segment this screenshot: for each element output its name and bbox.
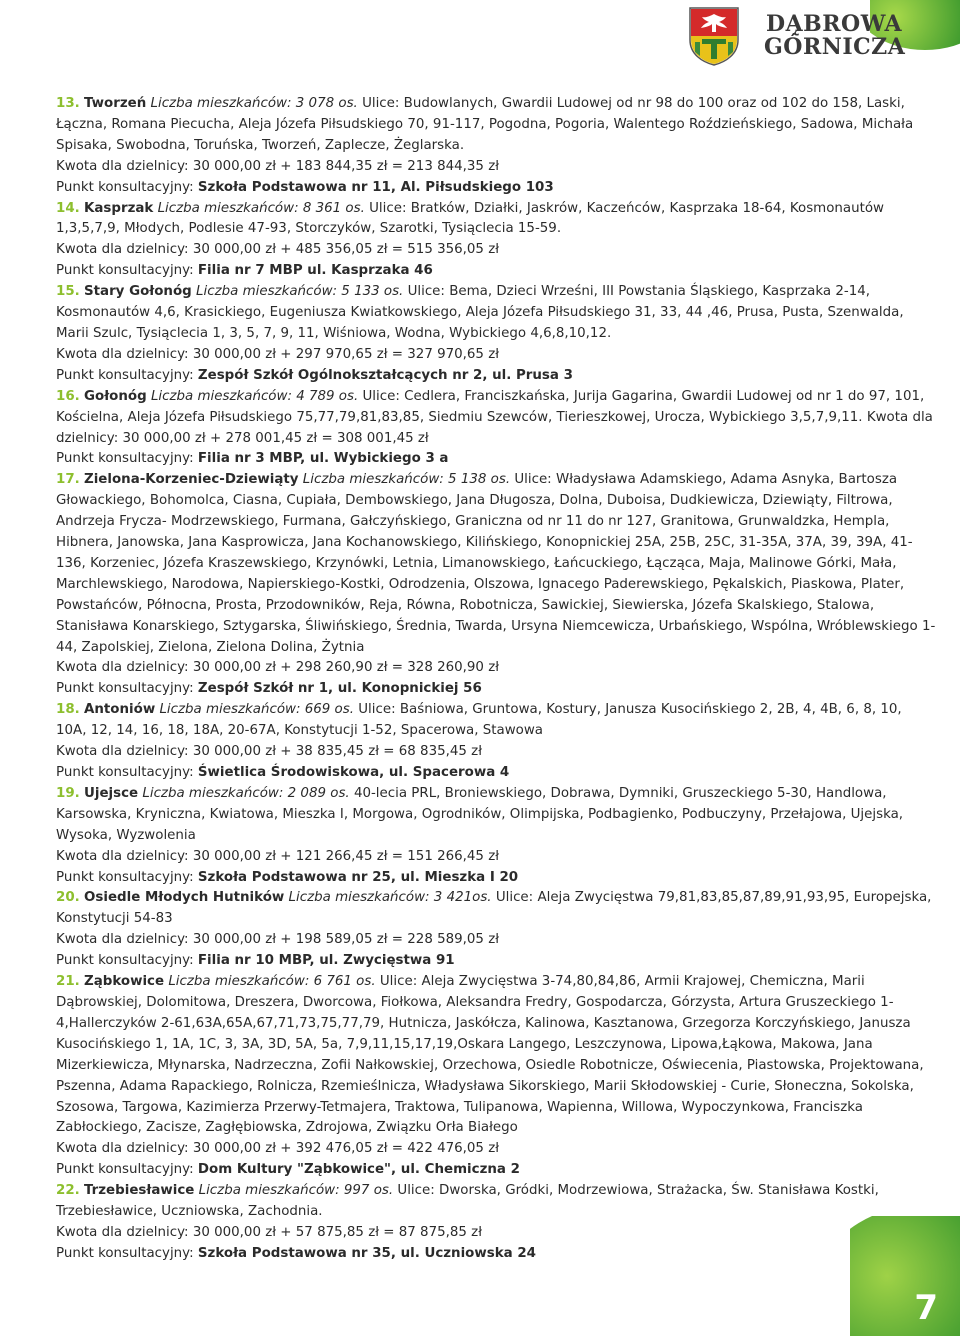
district-amount: Kwota dla dzielnicy: 30 000,00 zł + 485 356,05 zł = 515 356,05 zł bbox=[56, 242, 500, 258]
district-18 bbox=[56, 700, 936, 784]
district-amount: Kwota dla dzielnicy: 30 000,00 zł + 278 001,45 zł = 308 001,45 zł bbox=[56, 409, 933, 446]
consultation-point bbox=[56, 366, 936, 387]
district-heading bbox=[56, 387, 936, 450]
district-number: 19. bbox=[56, 785, 80, 801]
district-amount: Kwota dla dzielnicy: 30 000,00 zł + 297 970,65 zł = 327 970,65 zł bbox=[56, 346, 500, 362]
consultation-point bbox=[56, 178, 936, 199]
district-amount: Kwota dla dzielnicy: 30 000,00 zł + 198 589,05 zł = 228 589,05 zł bbox=[56, 932, 500, 948]
district-amount: Kwota dla dzielnicy: 30 000,00 zł + 392 476,05 zł = 422 476,05 zł bbox=[56, 1141, 500, 1157]
district-population: Liczba mieszkańców: 5 138 os. bbox=[302, 472, 511, 488]
district-name: Osiedle Młodych Hutników bbox=[84, 890, 285, 906]
district-16 bbox=[56, 387, 936, 471]
district-population: Liczba mieszkańców: 8 361 os. bbox=[157, 200, 365, 216]
district-name: Antoniów bbox=[84, 702, 156, 718]
district-number: 15. bbox=[56, 284, 80, 300]
district-amount: Kwota dla dzielnicy: 30 000,00 zł + 57 875,85 zł = 87 875,85 zł bbox=[56, 1224, 483, 1240]
district-population: Liczba mieszkańców: 997 os. bbox=[198, 1183, 394, 1199]
district-21 bbox=[56, 972, 936, 1181]
district-number: 22. bbox=[56, 1183, 80, 1199]
consultation-point-label: Punkt konsultacyjny: bbox=[56, 451, 194, 467]
district-streets: Ulice: Bema, Dzieci Wrześni, III Powstania Śląskiego, Kasprzaka 2-14, Kosmonautów 4,6, Krasickiego, Eugeniusza Kwiatkowskiego, Aleja Józefa Piłsudskiego 31, 33, 44 ,46, Prusa, Pusta, Szenwalda, Marii Szulc, Tysiąclecia 1, 3, 5, 7, 9, 11, Wiśniowa, Wodna, Wybickiego 4,6,8,10,12. bbox=[56, 284, 904, 341]
district-heading bbox=[56, 282, 936, 345]
city-name-line2: GÓRNICZA bbox=[764, 34, 906, 60]
district-streets: Ulice: Władysława Adamskiego, Adama Asnyka, Bartosza Głowackiego, Bohomolca, Ciasna, Cupiała, Dembowskiego, Jana Długosza, Dolna, Duboisa, Dudkiewicza, Dziewiąty, Filtrowa, Andrzeja Frycza- Modrzewskiego, Furmana, Gałczyńskiego, Graniczna od nr 11 do nr 127, Granitowa, Grunwaldzka, Hempla, Hibnera, Janowska, Jana Kasprowicza, Jana Kochanowskiego, Kilińskiego, Konopnickiej 25A, 25B, 25C, 31-35A, 37A, 39, 39A, 41-136, Korzeniec, Józefa Kraszewskiego, Krzynówki, Letnia, Limanowskiego, Łańcuckiego, Łącząca, Maja, Malinowe Górki, Mała, Marchlewskiego, Narodowa, Napierskiego-Kostki, Odrodzenia, Olszowa, Ignacego Paderewskiego, Pękalskich, Piaskowa, Plater, Powstańców, Północna, Prosta, Przodowników, Reja, Równa, Robotnicza, Sawickiej, Siewierska, Józefa Skalskiego, Stalowa, Stanisława Konarskiego, Sztygarska, Śliwińskiego, Średnia, Twarda, Ursyna Niemcewicza, Urbańskiego, Wspólna, Wróblewskiego 1-44, Zapolskiej, Zielona, Zielona Dolina, Żytnia bbox=[56, 472, 936, 655]
district-amount: Kwota dla dzielnicy: 30 000,00 zł + 298 260,90 zł = 328 260,90 zł bbox=[56, 660, 500, 676]
district-population: Liczba mieszkańców: 2 089 os. bbox=[142, 785, 350, 801]
district-population: Liczba mieszkańców: 3 421os. bbox=[288, 890, 492, 906]
consultation-point bbox=[56, 679, 936, 700]
district-number: 17. bbox=[56, 472, 80, 488]
district-14 bbox=[56, 199, 936, 283]
consultation-point-value: Filia nr 7 MBP ul. Kasprzaka 46 bbox=[197, 263, 433, 279]
district-15 bbox=[56, 282, 936, 387]
consultation-point-value: Szkoła Podstawowa nr 35, ul. Uczniowska 24 bbox=[197, 1245, 536, 1261]
district-amount: Kwota dla dzielnicy: 30 000,00 zł + 183 844,35 zł = 213 844,35 zł bbox=[56, 158, 500, 174]
district-population: Liczba mieszkańców: 6 761 os. bbox=[168, 974, 376, 990]
consultation-point-value: Dom Kultury "Ząbkowice", ul. Chemiczna 2 bbox=[197, 1162, 520, 1178]
district-name: Gołonóg bbox=[84, 388, 147, 404]
consultation-point-value: Zespół Szkół nr 1, ul. Konopnickiej 56 bbox=[197, 681, 482, 697]
district-22 bbox=[56, 1181, 936, 1265]
district-17 bbox=[56, 470, 936, 700]
city-crest-icon bbox=[688, 6, 740, 66]
consultation-point-value: Filia nr 3 MBP, ul. Wybickiego 3 a bbox=[197, 451, 449, 467]
consultation-point-label: Punkt konsultacyjny: bbox=[56, 765, 194, 780]
consultation-point-value: Szkoła Podstawowa nr 25, ul. Mieszka I 20 bbox=[197, 869, 519, 885]
consultation-point-label: Punkt konsultacyjny: bbox=[56, 869, 194, 885]
consultation-point-label: Punkt konsultacyjny: bbox=[56, 681, 194, 697]
consultation-point-label: Punkt konsultacyjny: bbox=[56, 1245, 194, 1261]
district-13 bbox=[56, 94, 936, 199]
district-population: Liczba mieszkańców: 3 078 os. bbox=[150, 96, 358, 111]
district-name: Zielona-Korzeniec-Dziewiąty bbox=[84, 472, 299, 488]
district-heading bbox=[56, 94, 936, 157]
consultation-point bbox=[56, 1160, 936, 1181]
consultation-point bbox=[56, 868, 936, 889]
district-number: 16. bbox=[56, 388, 80, 404]
district-list bbox=[56, 94, 936, 1265]
district-heading bbox=[56, 700, 936, 742]
district-heading bbox=[56, 199, 936, 241]
district-name: Kasprzak bbox=[84, 200, 154, 216]
consultation-point-value: Świetlica Środowiskowa, ul. Spacerowa 4 bbox=[197, 765, 510, 780]
district-name: Stary Gołonóg bbox=[84, 284, 192, 300]
consultation-point-value: Filia nr 10 MBP, ul. Zwycięstwa 91 bbox=[197, 953, 455, 969]
district-population: Liczba mieszkańców: 669 os. bbox=[159, 702, 354, 718]
consultation-point bbox=[56, 763, 936, 784]
consultation-point bbox=[56, 1244, 936, 1265]
corner-decoration-bottom bbox=[850, 1216, 960, 1336]
district-streets: Ulice: Budowlanych, Gwardii Ludowej od nr 98 do 100 oraz od 102 do 158, Laski, Łączna, Romana Piecucha, Aleja Józefa Piłsudskiego 70, 91-117, Pogodna, Pogoria, Walentego Roździeńskiego, Sadowa, Michała Spisaka, Swobodna, Toruńska, Tworzeń, Zaplecze, Żeglarska. bbox=[56, 96, 914, 153]
district-name: Tworzeń bbox=[84, 96, 147, 111]
district-heading bbox=[56, 888, 936, 930]
district-amount: Kwota dla dzielnicy: 30 000,00 zł + 121 266,45 zł = 151 266,45 zł bbox=[56, 848, 500, 864]
district-number: 18. bbox=[56, 702, 80, 718]
district-population: Liczba mieszkańców: 5 133 os. bbox=[196, 284, 404, 300]
district-streets: Ulice: Dworska, Gródki, Modrzewiowa, Strażacka, Św. Stanisława Kostki, Trzebiesławice, Uczniowska, Zachodnia. bbox=[56, 1183, 879, 1220]
consultation-point-value: Zespół Szkół Ogólnokształcących nr 2, ul. Prusa 3 bbox=[197, 367, 573, 383]
district-streets: 40-lecia PRL, Broniewskiego, Dobrawa, Dymniki, Gruszeckiego 5-30, Handlowa, Karsowska, Kryniczna, Kwiatowa, Mieszka I, Morgowa, Ogrodników, Olimpijska, Podbagienko, Podbuczyny, Przełajowa, Ujejska, Wysoka, Wyzwolenia bbox=[56, 785, 904, 843]
district-streets: Ulice: Aleja Zwycięstwa 79,81,83,85,87,89,91,93,95, Europejska, Konstytucji 54-83 bbox=[56, 890, 932, 927]
district-streets: Ulice: Baśniowa, Gruntowa, Kostury, Janusza Kusocińskiego 2, 2B, 4, 4B, 6, 8, 10, 10A, 12, 14, 16, 18, 18A, 20-67A, Konstytucji 1-52, Spacerowa, Stawowa bbox=[56, 702, 902, 739]
district-19 bbox=[56, 784, 936, 889]
consultation-point bbox=[56, 449, 936, 470]
district-name: Trzebiesławice bbox=[84, 1183, 195, 1199]
district-number: 20. bbox=[56, 890, 80, 906]
city-name-line1: DĄBROWA bbox=[766, 11, 903, 37]
consultation-point-value: Szkoła Podstawowa nr 11, Al. Piłsudskiego 103 bbox=[197, 179, 554, 195]
district-heading bbox=[56, 1181, 936, 1223]
district-name: Ujejsce bbox=[84, 785, 139, 801]
consultation-point-label: Punkt konsultacyjny: bbox=[56, 179, 194, 195]
district-name: Ząbkowice bbox=[84, 974, 165, 990]
consultation-point-label: Punkt konsultacyjny: bbox=[56, 367, 194, 383]
district-population: Liczba mieszkańców: 4 789 os. bbox=[150, 388, 359, 404]
consultation-point-label: Punkt konsultacyjny: bbox=[56, 953, 194, 969]
district-heading bbox=[56, 470, 936, 658]
consultation-point bbox=[56, 951, 936, 972]
district-amount: Kwota dla dzielnicy: 30 000,00 zł + 38 835,45 zł = 68 835,45 zł bbox=[56, 744, 483, 760]
consultation-point-label: Punkt konsultacyjny: bbox=[56, 263, 194, 279]
district-20 bbox=[56, 888, 936, 972]
district-number: 14. bbox=[56, 200, 80, 216]
city-name bbox=[764, 13, 905, 59]
district-streets: Ulice: Cedlera, Franciszkańska, Jurija Gagarina, Gwardii Ludowej od nr 1 do 97, 101, Kościelna, Aleja Józefa Piłsudskiego 75,77,79,81,83,85, Siedmiu Szewców, Tierieszkowej, Urocza, Wybickiego 3,5,7,9,11. bbox=[56, 388, 925, 425]
district-heading bbox=[56, 972, 936, 1139]
page-number: 7 bbox=[914, 1288, 938, 1328]
district-heading bbox=[56, 784, 936, 847]
district-streets: Ulice: Aleja Zwycięstwa 3-74,80,84,86, Armii Krajowej, Chemiczna, Marii Dąbrowskiej, Dolomitowa, Dreszera, Dworcowa, Fiołkowa, Aleksandra Fredry, Gospodarcza, Górzysta, Artura Gruszeckiego 1-4,Hallerczyków 2-61,63A,65A,67,71,73,75,77,79, Hutnicza, Jaskółcza, Kalinowa, Kasztanowa, Grzegorza Korczyńskiego, Janusza Kusocińskiego 1, 1A, 1C, 3, 3A, 3D, 5A, 5a, 7,9,11,15,17,19,Oskara Langego, Leszczynowa, Lipowa,Łąkowa, Makowa, Jana Mizerkiewicza, Młynarska, Nadrzeczna, Zofii Nałkowskiej, Orzechowa, Osiedle Robotnicze, Oświecenia, Piastowska, Projektowana, Pszenna, Adama Rapackiego, Rolnicza, Rzemieślnicza, Władysława Sikorskiego, Marii Skłodowskiej - Curie, Słoneczna, Sokolska, Szosowa, Targowa, Kazimierza Przerwy-Tetmajera, Traktowa, Tulipanowa, Wapienna, Willowa, Wypoczynkowa, Franciszka Zabłockiego, Zacisze, Zagłębiowska, Zdrojowa, Związku Orła Białego bbox=[56, 974, 924, 1136]
district-number: 21. bbox=[56, 974, 80, 990]
city-logo bbox=[688, 6, 905, 66]
district-streets: Ulice: Bratków, Działki, Jaskrów, Kaczeńców, Kasprzaka 18-64, Kosmonautów 1,3,5,7,9, Młodych, Podlesie 47-93, Storczyków, Szarotki, Tysiąclecia 15-59. bbox=[56, 200, 884, 237]
district-number: 13. bbox=[56, 96, 80, 111]
consultation-point-label: Punkt konsultacyjny: bbox=[56, 1162, 194, 1178]
consultation-point bbox=[56, 261, 936, 282]
